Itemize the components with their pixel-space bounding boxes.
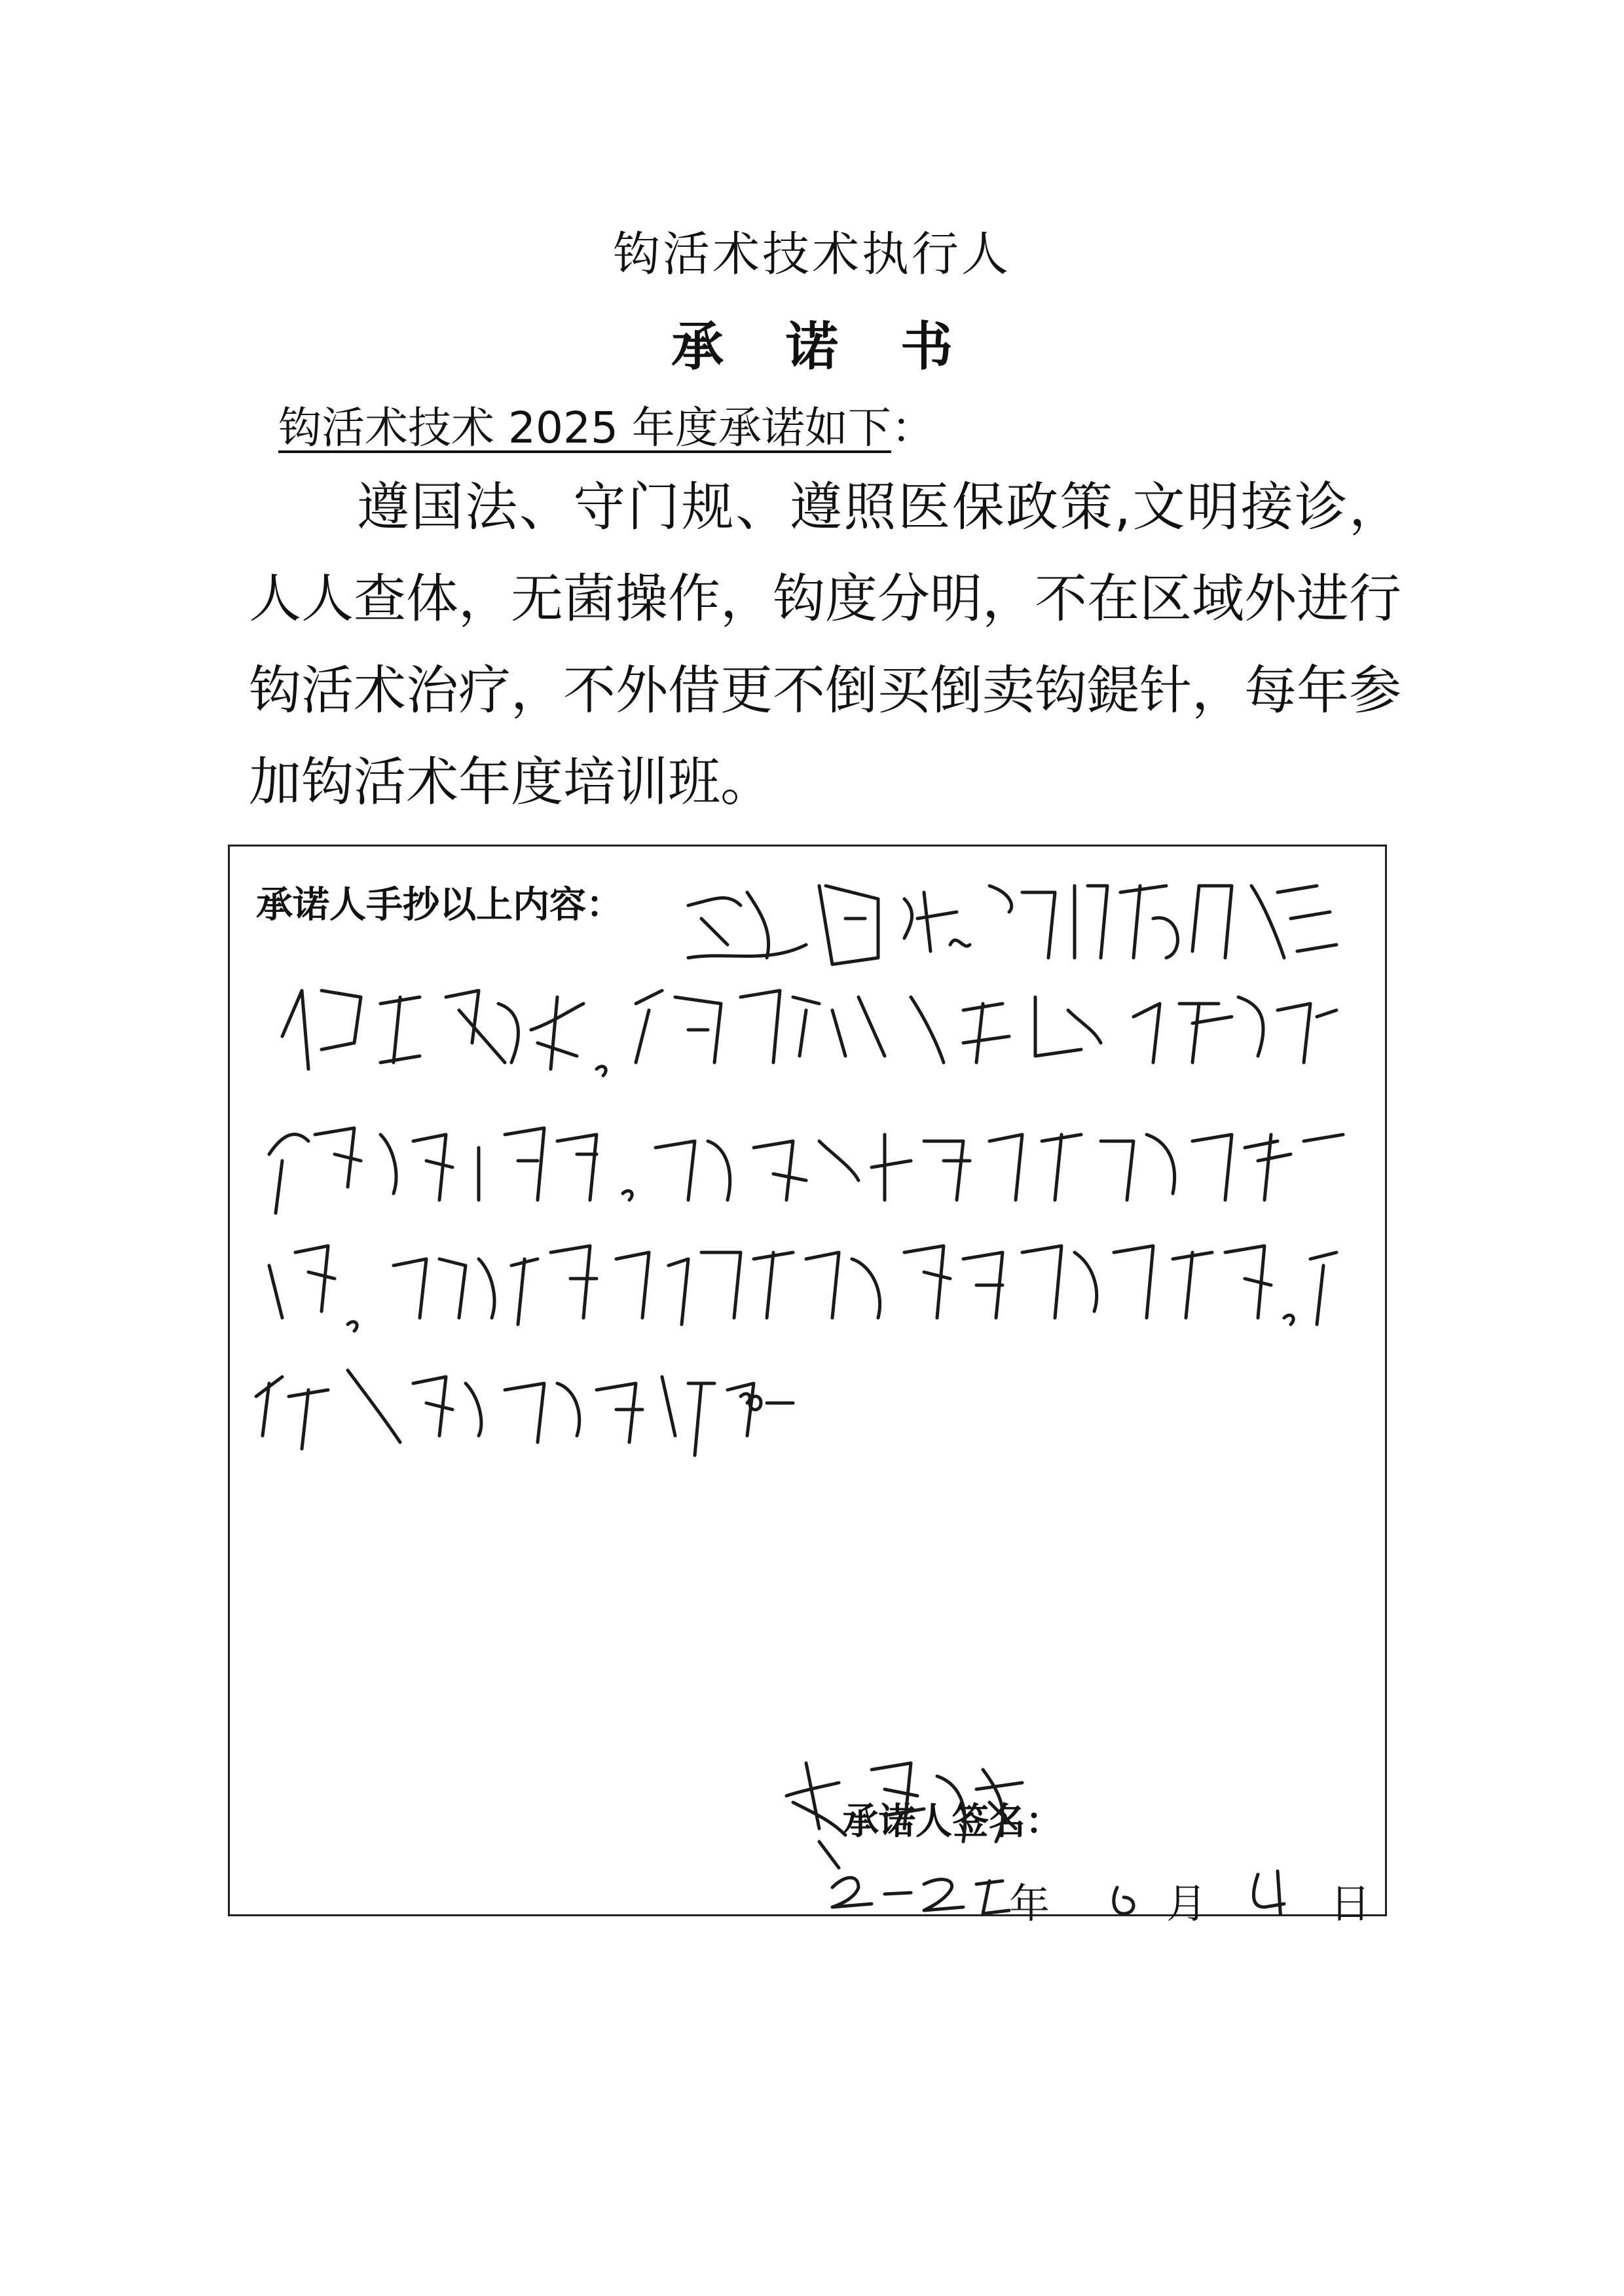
commitment-intro-text: 钩活术技术 2025 年度承诺如下 xyxy=(278,403,891,453)
commitment-intro-colon: ： xyxy=(891,403,934,453)
date-month-unit: 月 xyxy=(1166,1880,1208,1927)
handwriting-box xyxy=(228,845,1387,1927)
date-day-unit: 日 xyxy=(1330,1880,1371,1927)
date-year-unit: 年 xyxy=(1009,1880,1050,1927)
copy-label: 承诺人手抄以上内容： xyxy=(256,884,623,926)
handwritten-date-drawing xyxy=(230,847,1385,1914)
commitment-body: 遵国法、守门规、遵照医保政策,文明接诊，人人查体，无菌操作，钩度分明，不在区域外进行钩活术治疗，不外借更不倒买倒卖钩鍉针，每年参加钩活术年度培训班。 xyxy=(249,477,1401,812)
signature-label: 承诺人签名： xyxy=(842,1800,1062,1843)
commitment-intro xyxy=(278,393,934,455)
document-title: 钩活术技术执行人 xyxy=(612,227,1011,282)
document-heading: 承诺书 xyxy=(671,316,1015,377)
